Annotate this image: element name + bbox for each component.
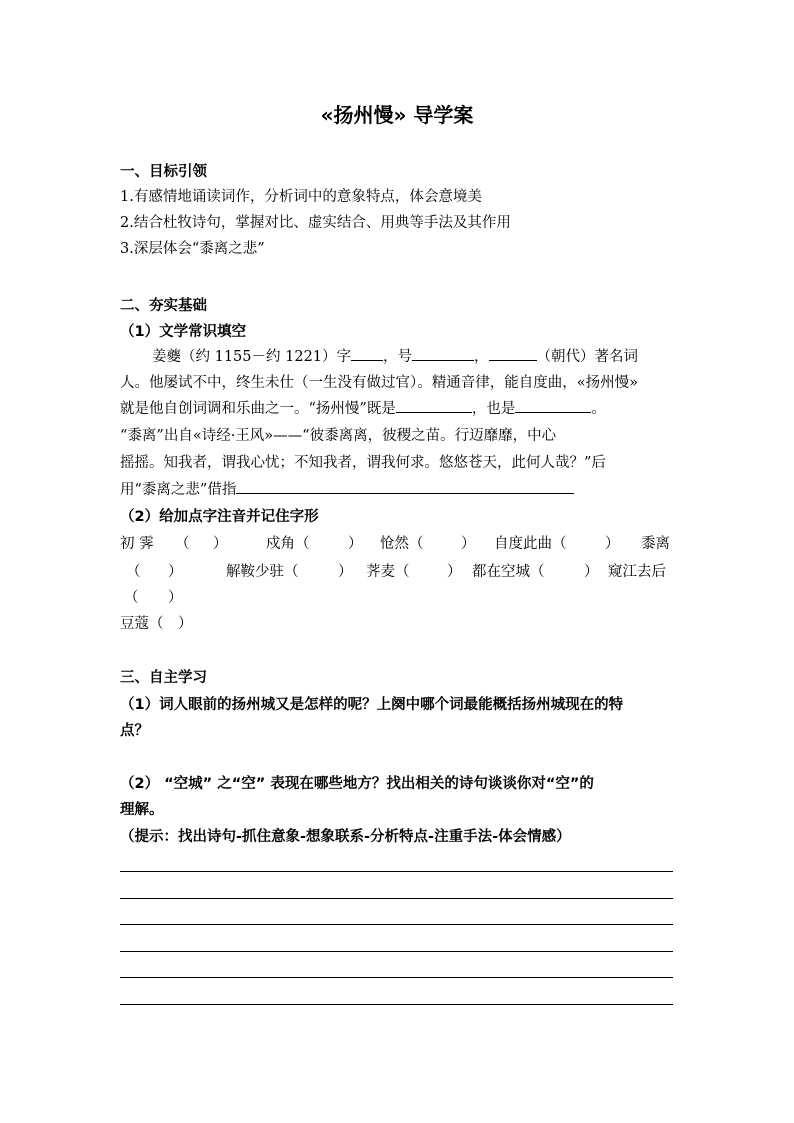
question-1-line-2: 点？ [120,723,149,739]
fill-blank-hao[interactable] [412,346,474,361]
question-2-line-1: （2） “空城” 之“空” 表现在哪些地方？找出相关的诗句谈谈你对“空”的 [120,776,594,792]
lit-paragraph-line-4: “黍离”出自«诗经·王风»——“彼黍离离，彼稷之苗。行迈靡靡，中心 [120,428,557,444]
pinyin-paren: ） [447,564,462,580]
answer-line[interactable] [120,951,673,952]
pinyin-word: 初 霁 [120,536,154,552]
answer-line[interactable] [120,924,673,925]
lit-paragraph-line-3 [120,398,606,420]
objective-item-3: 3.深层体会“黍离之悲” [120,241,265,257]
section3-heading: 三、自主学习 [120,670,207,686]
pinyin-word: 荠麦（ [366,564,410,580]
lit-paragraph-line-2: 人。他屡试不中，终生未仕（一生没有做过官）。精通音律，能自度曲，«扬州慢» [120,375,638,391]
objective-item-2: 2.结合杜牧诗句，掌握对比、虚实结合、用典等手法及其作用 [120,215,511,231]
lit-text: ， [474,349,489,365]
lit-text: 用“黍离之悲”借指 [120,482,237,498]
fill-blank-zi[interactable] [351,346,383,361]
question-2-line-2: 理解。 [120,802,164,818]
pinyin-word: 怆然（ [380,536,424,552]
pinyin-word: 自度此曲（ [494,536,567,552]
question-2-hint: （提示：找出诗句-抓住意象-想象联系-分析特点-注重手法-体会情感） [120,829,571,845]
pinyin-row-4: 豆蔻（ ） [120,616,193,632]
lit-text: 姜夔（约 1155－约 1221）字 [152,349,352,365]
answer-line[interactable] [120,871,673,872]
pinyin-paren: ） [605,536,620,552]
fill-blank-shuli-meaning[interactable] [236,479,574,494]
objective-item-1: 1.有感情地诵读词作，分析词中的意象特点，体会意境美 [120,189,482,205]
lit-text: 就是他自创词调和乐曲之一。“扬州慢”既是 [120,401,396,417]
fill-blank-ci-diao[interactable] [396,398,472,413]
fill-blank-yue-qu[interactable] [515,398,591,413]
sub1-heading: （1）文学常识填空 [120,324,247,340]
lit-text: ，号 [383,349,413,365]
pinyin-word: 解鞍少驻（ [226,564,299,580]
lit-paragraph-line-5: 摇摇。知我者，谓我心忧；不知我者，谓我何求。悠悠苍天，此何人哉？”后 [120,455,606,471]
pinyin-paren: （ [175,536,190,552]
lit-paragraph-line-1 [152,346,638,368]
section2-heading: 二、夯实基础 [120,298,207,314]
pinyin-paren: ） [168,590,183,606]
pinyin-paren: ） [461,536,476,552]
pinyin-word: 窥江去后 [608,564,666,580]
lit-text: 。 [591,401,606,417]
page-title: «扬州慢» 导学案 [320,103,474,127]
pinyin-paren: ） [338,564,353,580]
pinyin-paren: ） [584,564,599,580]
pinyin-paren: （ [124,590,139,606]
fill-blank-dynasty[interactable] [489,346,537,361]
answer-line[interactable] [120,1004,673,1005]
pinyin-word: 黍离 [641,536,670,552]
lit-text: （朝代）著名词 [536,349,639,365]
pinyin-paren: （ [126,564,141,580]
sub2-heading: （2）给加点字注音并记住字形 [120,509,319,525]
question-1-line-1: （1）词人眼前的扬州城又是怎样的呢？上阕中哪个词最能概括扬州城现在的特 [120,697,624,713]
answer-line[interactable] [120,977,673,978]
pinyin-word: 都在空城（ [472,564,545,580]
section1-heading: 一、目标引领 [120,164,207,180]
lit-paragraph-line-6 [120,479,574,501]
lit-text: ，也是 [471,401,516,417]
pinyin-paren: ） [348,536,363,552]
pinyin-word: 戍角（ [266,536,310,552]
answer-line[interactable] [120,898,673,899]
pinyin-paren: ） [168,564,183,580]
pinyin-paren: ） [213,536,228,552]
